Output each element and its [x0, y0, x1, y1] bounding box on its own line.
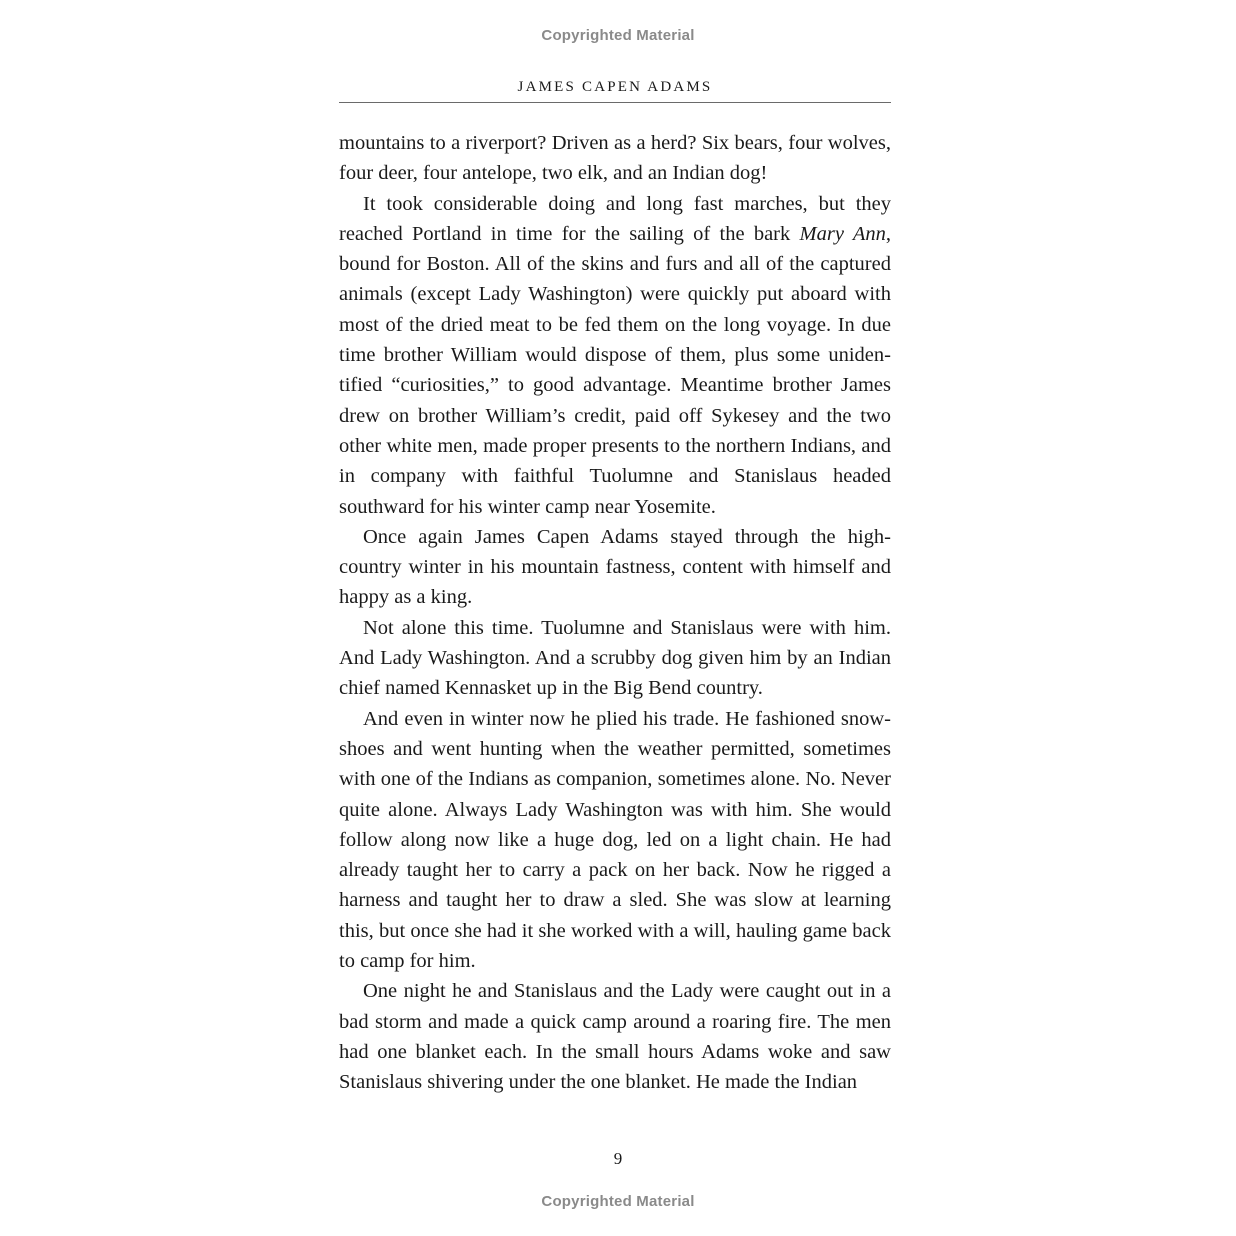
text-line: mountains to a riverport? Driven as a herd? Six bears, four wolves, [339, 132, 891, 154]
text-line: Never quite alone. Always Lady Washington was with him. She [339, 768, 891, 821]
paragraph-6 [339, 976, 891, 1097]
ship-name: Mary Ann [799, 222, 886, 245]
text-line: reached Portland in time for the sailing of the bark [339, 222, 800, 245]
text-line: time brother William would dispose of them, plus some uniden- [339, 344, 891, 367]
header-rule [339, 102, 891, 103]
text-line: had one blanket each. In the small hours Adams woke and saw [339, 1040, 891, 1063]
text-line: other white men, made proper presents to the northern Indians, [339, 434, 857, 457]
text-line: Once again James Capen Adams stayed through the high- [363, 525, 891, 548]
text-line: Indian chief named Kennasket up in the Big Bend country. [339, 647, 891, 700]
text-line: One night he and Stanislaus and the Lady were caught out in a [363, 980, 891, 1003]
text-line: drew on brother William’s credit, paid off Sykesey and the two [339, 404, 891, 427]
text-line: had already taught her to carry a pack on her back. Now he rigged [339, 828, 891, 882]
paragraph-3 [339, 522, 891, 613]
text-line: And even in winter now he plied his trade. He fashioned snow- [363, 707, 891, 730]
paragraph-1 [339, 128, 891, 189]
paragraph-5 [339, 704, 891, 977]
copyright-watermark-bottom: Copyrighted Material [541, 1193, 695, 1210]
text-line: shoes and went hunting when the weather permitted, sometimes [339, 737, 891, 760]
text-line: Stanislaus shivering under the one blanket. He made the Indian [339, 1071, 858, 1094]
text-line: , [885, 222, 891, 245]
running-head: JAMES CAPEN ADAMS [517, 79, 713, 95]
text-line: this, but once she had it she worked with a will, hauling game back [339, 919, 891, 942]
text-line: And Lady Washington. And a scrubby dog given him by an [339, 647, 833, 670]
text-line: bad storm and made a quick camp around a roaring fire. The men [339, 1010, 891, 1033]
text-line: bound for Boston. All of the skins and furs and all of the captured [339, 253, 891, 276]
text-line: country winter in his mountain fastness, content with himself and [339, 556, 891, 579]
text-line: four deer, four antelope, two elk, and an Indian dog! [339, 162, 768, 185]
copyright-watermark-top: Copyrighted Material [541, 27, 695, 44]
page-number: 9 [613, 1149, 623, 1168]
paragraph-2 [339, 189, 891, 522]
text-line: Not alone this time. Tuolumne and Stanislaus were with him. [363, 616, 891, 639]
text-line: would follow along now like a huge dog, led on a light chain. He [339, 798, 892, 851]
text-line: most of the dried meat to be fed them on the long voyage. In due [339, 313, 891, 336]
body-text [339, 128, 891, 1098]
text-line: to camp for him. [339, 950, 476, 973]
text-line: a harness and taught her to draw a sled. She was slow at learning [339, 859, 892, 912]
text-line: animals (except Lady Washington) were quickly put aboard with [339, 283, 891, 306]
text-line: happy as a king. [339, 586, 473, 609]
text-line: southward for his winter camp near Yosemite. [339, 495, 716, 518]
text-line: and in company with faithful Tuolumne and Stanislaus headed [339, 434, 892, 488]
text-line: It took considerable doing and long fast marches, but they [363, 192, 891, 215]
text-line: tified “curiosities,” to good advantage. Meantime brother James [339, 374, 891, 397]
paragraph-4 [339, 613, 891, 704]
text-line: with one of the Indians as companion, sometimes alone. No. [339, 768, 836, 791]
